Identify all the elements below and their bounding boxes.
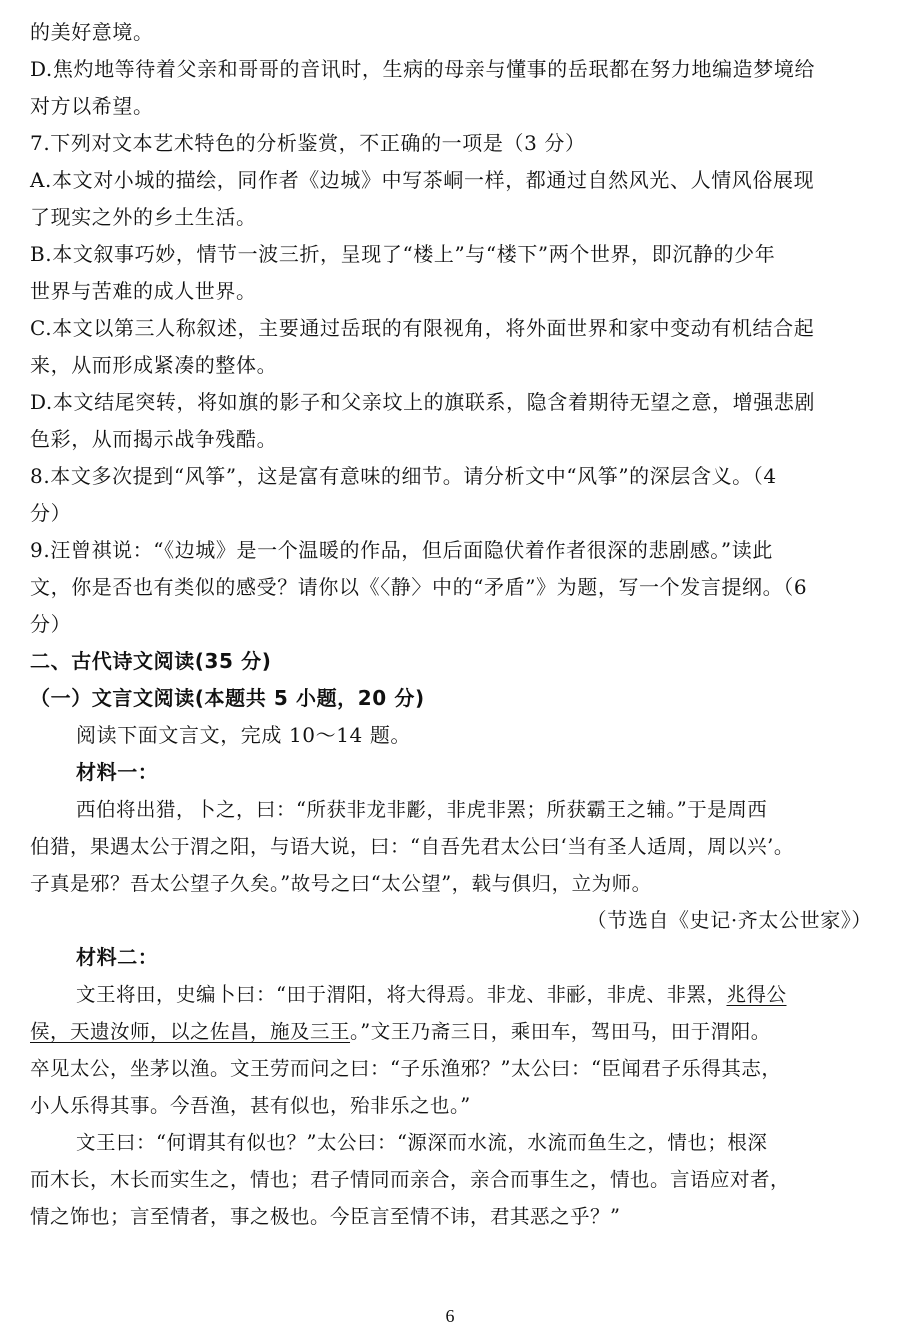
material2-line1-text: 文王将田，史编卜曰：“田于渭阳，将大得焉。非龙、非彨，非虎、非罴，	[76, 983, 727, 1006]
reading-instruction: 阅读下面文言文，完成 10～14 题。	[76, 723, 412, 747]
q7-option-c-line1: C.本文以第三人称叙述，主要通过岳珉的有限视角，将外面世界和家中变动有机结合起	[30, 316, 815, 340]
q7-option-a-line1: A.本文对小城的描绘，同作者《边城》中写茶峒一样，都通过自然风光、人情风俗展现	[30, 168, 815, 192]
q7-option-b-line1: B.本文叙事巧妙，情节一波三折，呈现了“楼上”与“楼下”两个世界，即沉静的少年	[30, 242, 776, 266]
material2-line4: 小人乐得其事。今吾渔，甚有似也，殆非乐之也。”	[30, 1094, 471, 1117]
material1-line3: 子真是邪？吾太公望子久矣。”故号之曰“太公望”，载与俱归，立为师。	[30, 872, 652, 895]
q9-line2: 文，你是否也有类似的感受？请你以《〈静〉中的“矛盾”》为题，写一个发言提纲。（6	[30, 575, 808, 599]
material2-underlined-start: 兆得公	[726, 983, 787, 1006]
material1-source: （节选自《史记·齐太公世家》）	[586, 908, 872, 932]
q6-option-c-tail: 的美好意境。	[30, 20, 154, 44]
material2-line3: 卒见太公，坐茅以渔。文王劳而问之曰：“子乐渔邪？”太公曰：“臣闻君子乐得其志，	[30, 1057, 782, 1080]
q8-line2: 分）	[30, 501, 72, 525]
q8-line1: 8.本文多次提到“风筝”，这是富有意味的细节。请分析文中“风筝”的深层含义。（4	[30, 464, 777, 488]
page-number: 6	[445, 1306, 455, 1326]
material2-underlined-end: 侯，天遗汝师，以之佐昌，施及三王	[30, 1020, 351, 1043]
material2-line2	[30, 1013, 878, 1050]
section-heading: 二、古代诗文阅读(35 分)	[30, 649, 272, 673]
q7-option-d-line1: D.本文结尾突转，将如旗的影子和父亲坟上的旗联系，隐含着期待无望之意，增强悲剧	[30, 390, 816, 414]
material1-line1: 西伯将出猎，卜之，曰：“所获非龙非彲，非虎非罴；所获霸王之辅。”于是周西	[76, 798, 768, 821]
q7-option-a-line2: 了现实之外的乡土生活。	[30, 205, 257, 229]
material2-label: 材料二：	[76, 945, 159, 969]
material2-line6: 而木长，木长而实生之，情也；君子情同而亲合，亲合而事生之，情也。言语应对者，	[30, 1168, 791, 1191]
material2-line7: 情之饰也；言至情者，事之极也。今臣言至情不讳，君其恶之乎？”	[30, 1205, 621, 1228]
q7-option-d-line2: 色彩，从而揭示战争残酷。	[30, 427, 278, 451]
material2-line5: 文王曰：“何谓其有似也？”太公曰：“源深而水流，水流而鱼生之，情也；根深	[76, 1131, 768, 1154]
exam-page	[30, 14, 878, 1235]
q9-line1: 9.汪曾祺说：“《边城》是一个温暖的作品，但后面隐伏着作者很深的悲剧感。”读此	[30, 538, 773, 562]
material1-line2: 伯猎，果遇太公于渭之阳，与语大说，曰：“自吾先君太公曰‘当有圣人适周，周以兴’。	[30, 835, 794, 858]
material2-line1	[30, 976, 878, 1013]
q6-option-d-line2: 对方以希望。	[30, 94, 154, 118]
material2-line2-text: 。”文王乃斋三日，乘田车，驾田马，田于渭阳。	[350, 1020, 771, 1043]
subsection-heading: （一）文言文阅读(本题共 5 小题，20 分)	[30, 686, 425, 710]
q7-option-b-line2: 世界与苦难的成人世界。	[30, 279, 257, 303]
q6-option-d-line1: D.焦灼地等待着父亲和哥哥的音讯时，生病的母亲与懂事的岳珉都在努力地编造梦境给	[30, 57, 816, 81]
material1-label: 材料一：	[76, 760, 159, 784]
q7-stem: 7.下列对文本艺术特色的分析鉴赏，不正确的一项是（3 分）	[30, 131, 586, 155]
q7-option-c-line2: 来，从而形成紧凑的整体。	[30, 353, 278, 377]
q9-line3: 分）	[30, 612, 72, 636]
